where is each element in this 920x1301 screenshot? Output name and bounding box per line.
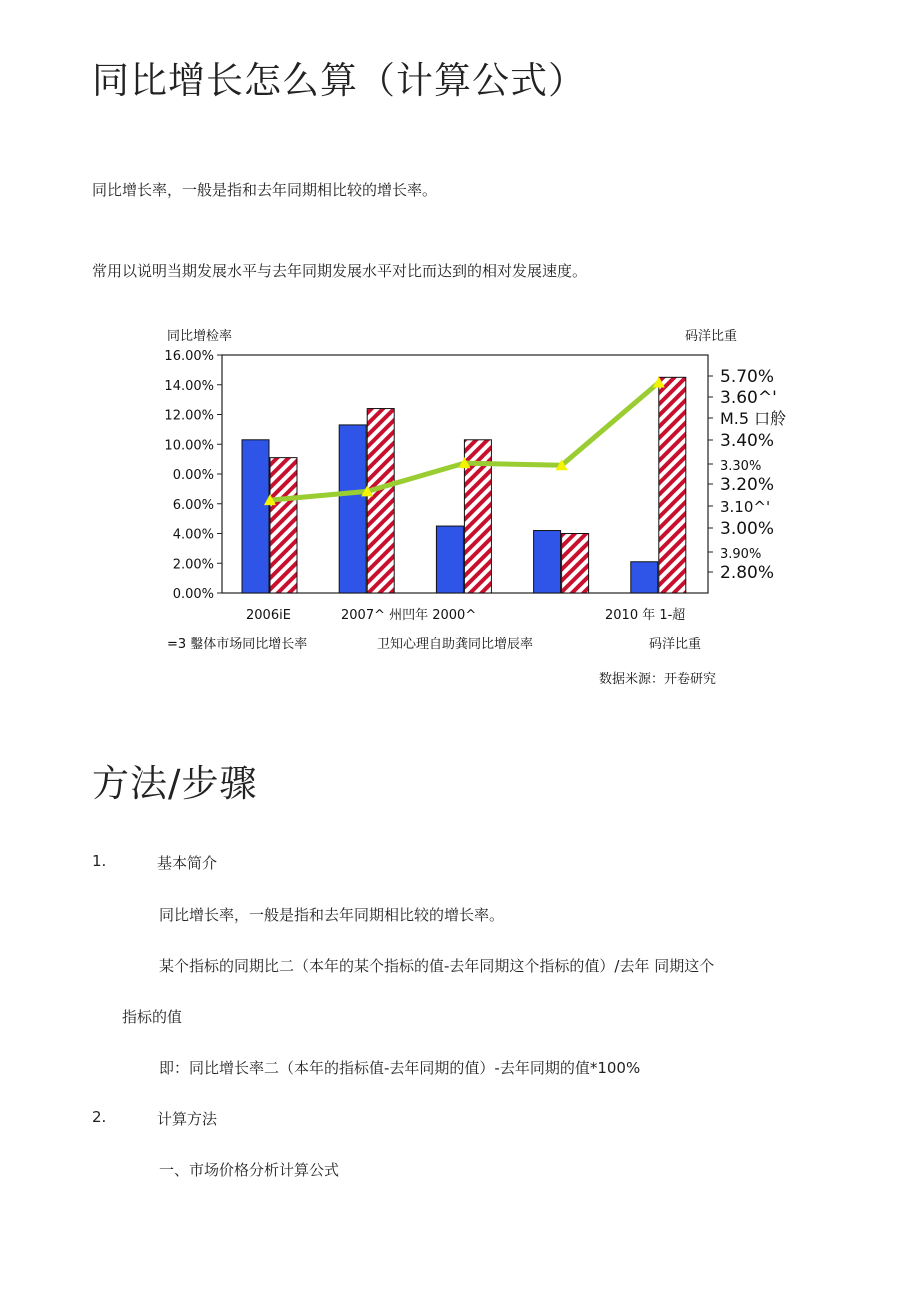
page-title: 同比增长怎么算（计算公式）: [92, 59, 586, 102]
left-tick-label: 12.00%: [164, 408, 214, 424]
step-1-number: 1.: [92, 852, 107, 870]
left-tick-label: 14.00%: [164, 378, 214, 394]
intro-paragraph-1: 同比增长率，一般是指和去年同期相比较的增长率。: [92, 181, 438, 199]
right-tick-label: 5.70%: [720, 367, 775, 387]
intro-paragraph-2: 常用以说明当期发展水平与去年同期发展水平对比而达到的相对发展速度。: [92, 262, 588, 280]
bar-market: [242, 440, 269, 593]
step-2-title: 计算方法: [157, 1110, 218, 1128]
bar-selfhelp: [367, 409, 394, 593]
bar-market: [631, 562, 658, 593]
left-tick-label: 0.00%: [172, 587, 214, 602]
step-1-paragraph-3: 即：同比增长率二（本年的指标值-去年同期的值）-去年同期的值*100%: [159, 1059, 641, 1077]
x-axis-label: 2006iE: [246, 608, 291, 623]
step-1-paragraph-2a: 某个指标的同期比二（本年的某个指标的值-去年同期这个指标的值）/去年 同期这个: [159, 957, 715, 975]
bar-selfhelp: [270, 458, 297, 593]
right-tick-label: 3.00%: [720, 519, 775, 539]
step-2-paragraph-1: 一、市场价格分析计算公式: [159, 1161, 340, 1179]
legend-entry-selfhelp: 卫知心理自助龚同比增辰率: [377, 637, 534, 652]
left-tick-label: 2.00%: [172, 557, 214, 573]
step-1-paragraph-1: 同比增长率，一般是指和去年同期相比较的增长率。: [159, 906, 505, 924]
bar-market: [436, 526, 463, 593]
left-tick-label: 16.00%: [164, 349, 214, 364]
right-tick-label: 3.40%: [720, 431, 775, 451]
right-tick-label: 2.80%: [720, 563, 775, 583]
left-tick-label: 6.00%: [172, 497, 214, 513]
section-title: 方法/步骤: [92, 762, 258, 805]
right-tick-label: 3.20%: [720, 475, 775, 495]
x-axis-label: 2007^ 州凹年 2000^: [341, 608, 477, 623]
x-axis-label: 2010 年 1-超: [605, 608, 686, 623]
step-2-number: 2.: [92, 1108, 107, 1126]
left-tick-label: 4.00%: [172, 527, 214, 543]
bar-market: [339, 425, 366, 593]
left-tick-label: 10.00%: [164, 438, 214, 454]
bar-market: [534, 531, 561, 593]
right-tick-label: M.5 口舲: [720, 409, 787, 428]
chart-source: 数据米源：开卷研究: [599, 672, 717, 687]
right-tick-label: 3.60^': [720, 388, 777, 408]
bar-selfhelp: [562, 534, 589, 594]
right-tick-label: 3.30%: [720, 459, 762, 474]
chart-right-axis-label: 码洋比重: [685, 329, 738, 344]
right-tick-label: 3.90%: [720, 547, 762, 562]
step-1-title: 基本简介: [157, 854, 218, 872]
right-tick-label: 3.10^': [720, 498, 771, 516]
bar-selfhelp: [659, 377, 686, 593]
legend-entry-share: 码洋比重: [649, 637, 702, 652]
legend-entry-market: =3 鑿体市场同比增长率: [167, 637, 308, 652]
step-1-paragraph-2b: 指标的值: [122, 1008, 183, 1026]
growth-chart: [150, 322, 800, 692]
left-tick-label: 0.00%: [172, 468, 214, 483]
chart-left-axis-label: 同比增检率: [167, 329, 233, 344]
